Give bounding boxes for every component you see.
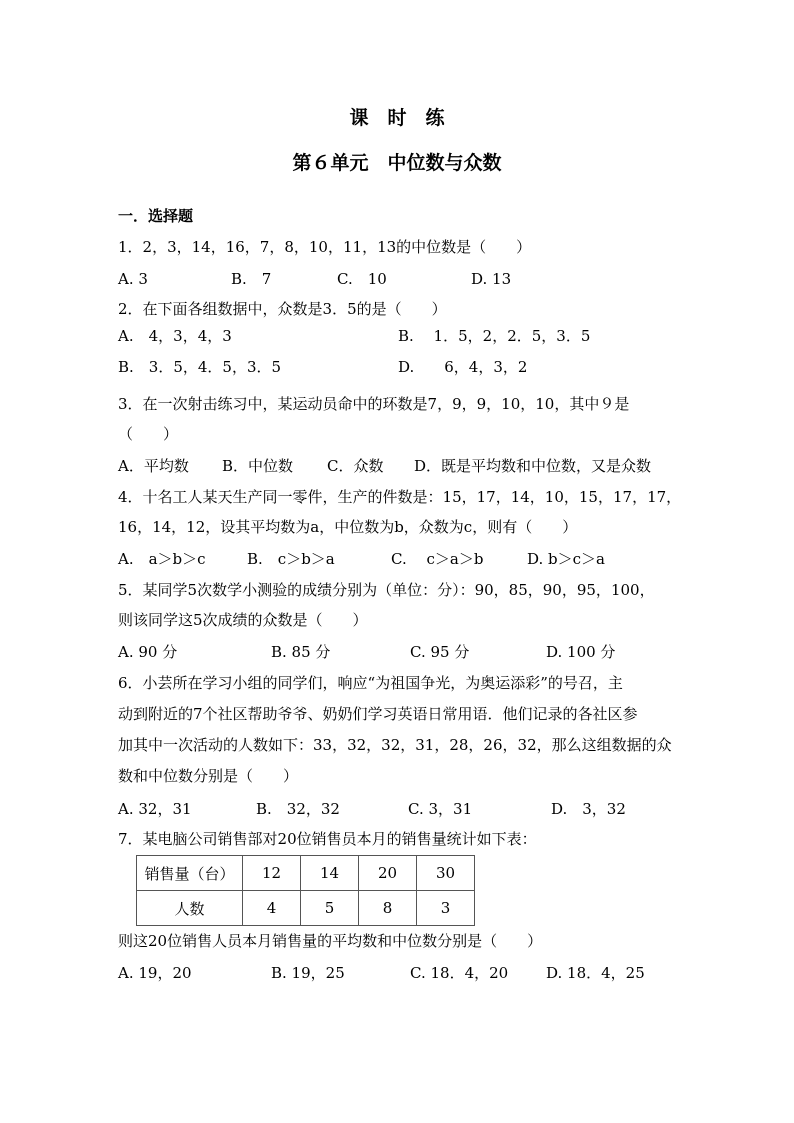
section-heading: 一．选择题 (118, 207, 194, 225)
q5-option-d: D. 100 分 (546, 643, 616, 661)
question-5-stem-cont: 则该同学这5次成绩的众数是（ ） (118, 611, 368, 629)
table-cell: 3 (417, 891, 475, 926)
q3-option-b: B．中位数 (222, 457, 294, 475)
q2-option-d: D. 6，4，3，2 (398, 358, 528, 376)
sales-table (136, 855, 475, 926)
question-7-stem: 7．某电脑公司销售部对20位销售员本月的销售量统计如下表： (118, 830, 537, 848)
question-5-stem: 5．某同学5次数学小测验的成绩分别为（单位：分）：90，85，90，95，100， (118, 581, 655, 599)
q6-option-a: A. 32，31 (118, 800, 192, 818)
question-7-stem-cont: 则这20位销售人员本月销售量的平均数和中位数分别是（ ） (118, 932, 543, 950)
q4-option-a: A. a＞b＞c (118, 550, 206, 568)
q5-option-a: A. 90 分 (118, 643, 178, 661)
q1-option-a: A. 3 (118, 270, 148, 288)
table-row (137, 891, 475, 926)
question-3-stem: 3．在一次射击练习中，某运动员命中的环数是7，9，9，10，10，其中９是 (118, 395, 630, 413)
q6-option-d: D. 3，32 (551, 800, 626, 818)
q3-option-a: A．平均数 (118, 457, 189, 475)
table-cell: 4 (243, 891, 301, 926)
q4-option-b: B. c＞b＞a (247, 550, 335, 568)
question-4-stem: 4．十名工人某天生产同一零件，生产的件数是：15，17，14，10，15，17，17， (118, 488, 682, 506)
question-6-stem-cont-3: 数和中位数分别是（ ） (118, 767, 299, 785)
table-cell: 8 (359, 891, 417, 926)
table-cell: 12 (243, 856, 301, 891)
table-cell: 14 (301, 856, 359, 891)
table-cell: 20 (359, 856, 417, 891)
page-title: 课 时 练 (349, 107, 445, 129)
question-3-stem-cont: （ ） (118, 425, 179, 443)
question-2-stem: 2．在下面各组数据中，众数是3．5的是（ ） (118, 300, 447, 318)
question-6-stem-cont-2: 加其中一次活动的人数如下：33，32，32，31，28，26，32，那么这组数据的众 (118, 736, 672, 754)
q4-option-c: C. c＞a＞b (391, 550, 484, 568)
unit-subtitle: 第６单元 中位数与众数 (292, 152, 502, 174)
q2-option-b: B. 1．5，2，2．5，3．5 (398, 327, 591, 345)
q5-option-b: B. 85 分 (271, 643, 331, 661)
q1-option-b: B. 7 (231, 270, 272, 288)
q2-option-a: A. 4，3，4，3 (118, 327, 232, 345)
table-row (137, 856, 475, 891)
question-6-stem-cont-1: 动到附近的7个社区帮助爷爷、奶奶们学习英语日常用语．他们记录的各社区参 (118, 705, 638, 723)
q7-option-a: A. 19，20 (118, 964, 192, 982)
q3-option-c: C．众数 (327, 457, 384, 475)
table-header-cell: 销售量（台） (137, 856, 243, 891)
table-cell: 5 (301, 891, 359, 926)
q5-option-c: C. 95 分 (410, 643, 470, 661)
q3-option-d: D．既是平均数和中位数，又是众数 (414, 457, 652, 475)
q7-option-d: D. 18．4，25 (546, 964, 645, 982)
q2-option-c: B. 3．5，4．5，3．5 (118, 358, 282, 376)
q1-option-c: C. 10 (337, 270, 387, 288)
question-4-stem-cont: 16，14，12，设其平均数为a，中位数为b，众数为c，则有（ ） (118, 518, 578, 536)
q7-option-c: C. 18．4，20 (410, 964, 509, 982)
q4-option-d: D. b＞c＞a (527, 550, 605, 568)
q7-option-b: B. 19，25 (271, 964, 345, 982)
q1-option-d: D. 13 (471, 270, 512, 288)
question-1-stem: 1．2，3，14，16，7，8，10，11，13的中位数是（ ） (118, 238, 532, 256)
q6-option-b: B. 32，32 (256, 800, 340, 818)
q6-option-c: C. 3，31 (408, 800, 473, 818)
table-cell: 30 (417, 856, 475, 891)
question-6-stem: 6．小芸所在学习小组的同学们，响应“为祖国争光，为奥运添彩”的号召，主 (118, 674, 623, 692)
table-header-cell: 人数 (137, 891, 243, 926)
